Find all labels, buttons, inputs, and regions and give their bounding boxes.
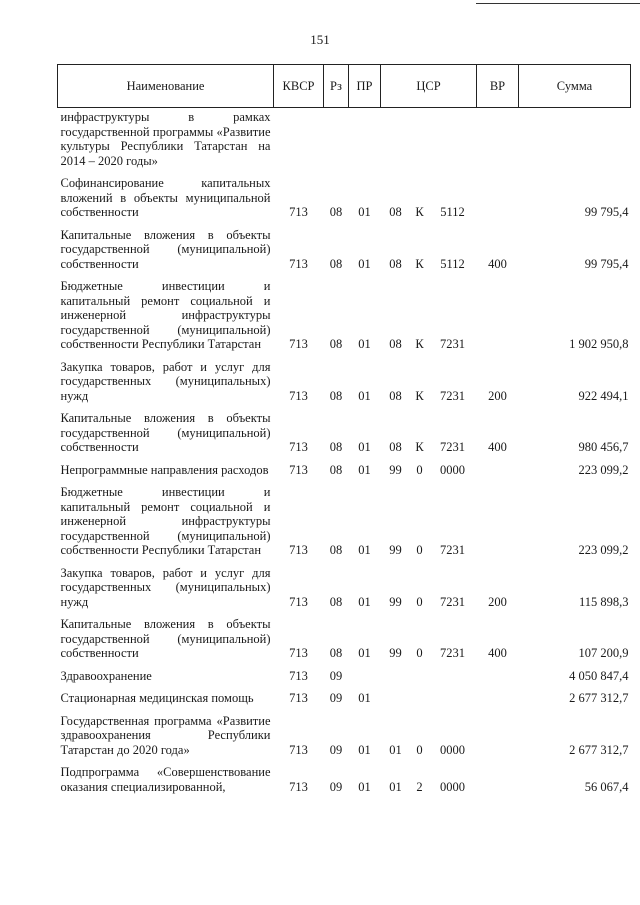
row-name: Капитальные вложения в объекты государственной (муниципальной) собственности <box>60 617 271 660</box>
row-sum: 4 050 847,4 <box>569 668 629 683</box>
row-csr <box>381 757 477 794</box>
header-kvsr: КВСР <box>274 65 324 108</box>
row-pr: 01 <box>358 462 371 477</box>
row-sum: 2 677 312,7 <box>569 691 629 705</box>
row-rz: 08 <box>329 462 343 477</box>
row-kvsr: 713 <box>289 205 308 219</box>
row-csr <box>381 706 477 758</box>
row-pr: 01 <box>358 691 371 705</box>
row-csr-part: 99 <box>389 594 402 609</box>
row-sum: 99 795,4 <box>584 205 629 219</box>
table-row <box>58 271 631 352</box>
row-kvsr: 713 <box>289 543 308 557</box>
row-csr-part: 5112 <box>440 205 465 219</box>
row-name: Капитальные вложения в объекты государственной (муниципальной) собственности <box>60 227 271 271</box>
row-vr <box>477 706 519 758</box>
row-kvsr: 713 <box>289 779 308 794</box>
row-name: Бюджетные инвестиции и капитальный ремонт социальной и инженерной инфраструктуры государственной (муниципальной) собственности Республики Татарстан <box>60 279 271 351</box>
row-name: Стационарная медицинская помощь <box>60 691 254 705</box>
row-csr-part: 99 <box>389 543 402 557</box>
row-csr-part: 99 <box>389 646 402 660</box>
row-rz: 08 <box>329 388 343 403</box>
row-csr-part: 0000 <box>440 462 465 477</box>
row-sum: 115 898,3 <box>578 594 629 609</box>
row-pr: 01 <box>358 388 371 403</box>
row-vr <box>477 661 519 684</box>
row-csr-part: 08 <box>389 205 402 219</box>
row-name: Подпрограмма «Совершенствование оказания специализированной, <box>60 765 271 794</box>
row-name: Государственная программа «Развитие здравоохранения Республики Татарстан до 2020 года» <box>60 713 271 757</box>
header-sum: Сумма <box>519 65 631 108</box>
row-rz: 09 <box>329 691 343 705</box>
row-csr <box>381 477 477 558</box>
table-row <box>58 220 631 272</box>
row-pr: 01 <box>358 779 371 794</box>
row-pr: 01 <box>358 742 371 757</box>
row-rz: 08 <box>329 337 343 351</box>
row-kvsr: 713 <box>289 256 308 271</box>
row-sum: 107 200,9 <box>578 646 629 660</box>
row-sum: 223 099,2 <box>578 543 629 557</box>
header-rz: Рз <box>324 65 349 108</box>
page-number: 151 <box>310 32 330 47</box>
row-sum: 56 067,4 <box>584 779 629 794</box>
row-csr-part: 7231 <box>440 543 465 557</box>
budget-table <box>57 64 631 794</box>
row-csr-part: 7231 <box>440 388 465 403</box>
row-csr-part: 7231 <box>440 594 465 609</box>
header-name: Наименование <box>58 65 274 108</box>
row-rz: 08 <box>329 646 343 660</box>
row-csr <box>381 403 477 455</box>
row-kvsr: 713 <box>289 668 308 683</box>
row-csr-part: 01 <box>389 779 402 794</box>
row-csr <box>381 108 477 169</box>
row-vr <box>477 108 519 169</box>
row-pr: 01 <box>358 440 371 454</box>
header-csr: ЦСР <box>381 65 477 108</box>
row-csr-part: К <box>415 337 424 351</box>
row-csr-part: К <box>415 440 424 454</box>
row-pr: 01 <box>358 594 371 609</box>
row-csr <box>381 271 477 352</box>
table-row <box>58 706 631 758</box>
row-csr-part: 0 <box>416 742 423 757</box>
header-pr: ПР <box>349 65 381 108</box>
row-csr-part: К <box>415 256 424 271</box>
table-row <box>58 108 631 169</box>
table-row <box>58 403 631 455</box>
table-row <box>58 609 631 661</box>
row-csr-part: 0 <box>416 543 423 557</box>
row-kvsr: 713 <box>289 462 308 477</box>
row-pr <box>349 661 381 684</box>
row-name: инфраструктуры в рамках государственной программы «Развитие культуры Республики Татарстан на 2014 – 2020 годы» <box>60 110 271 168</box>
row-csr <box>381 661 477 684</box>
row-rz: 09 <box>329 742 343 757</box>
row-csr <box>381 455 477 478</box>
row-pr: 01 <box>358 337 371 351</box>
row-rz <box>324 108 349 169</box>
row-kvsr: 713 <box>289 337 308 351</box>
row-csr <box>381 352 477 404</box>
table-row <box>58 558 631 610</box>
table-row <box>58 661 631 684</box>
row-vr: 400 <box>488 440 507 454</box>
row-csr-part: 0 <box>416 594 423 609</box>
top-rule <box>476 3 640 4</box>
row-pr <box>349 108 381 169</box>
row-kvsr <box>274 108 324 169</box>
row-csr-part: 99 <box>389 462 402 477</box>
row-csr-part: 08 <box>389 440 402 454</box>
row-name: Непрограммные направления расходов <box>60 462 269 477</box>
row-csr <box>381 683 477 706</box>
row-csr-part: 7231 <box>440 440 465 454</box>
row-sum: 922 494,1 <box>578 388 629 403</box>
row-pr: 01 <box>358 543 371 557</box>
table-row <box>58 455 631 478</box>
table-row <box>58 168 631 220</box>
row-rz: 08 <box>329 543 343 557</box>
row-csr-part: 08 <box>389 337 402 351</box>
row-csr <box>381 609 477 661</box>
row-csr-part: К <box>415 205 424 219</box>
row-sum: 980 456,7 <box>578 440 629 454</box>
row-sum: 2 677 312,7 <box>569 742 629 757</box>
row-vr <box>477 271 519 352</box>
row-pr: 01 <box>358 256 371 271</box>
row-pr: 01 <box>358 646 371 660</box>
row-vr <box>477 477 519 558</box>
row-name: Капитальные вложения в объекты государственной (муниципальной) собственности <box>60 411 271 454</box>
row-kvsr: 713 <box>289 440 308 454</box>
row-name: Софинансирование капитальных вложений в объекты муниципальной собственности <box>60 176 271 219</box>
table-row <box>58 683 631 706</box>
row-vr: 400 <box>488 256 507 271</box>
row-csr-part: 08 <box>389 388 402 403</box>
row-kvsr: 713 <box>289 594 308 609</box>
row-rz: 09 <box>329 779 343 794</box>
row-csr-part: 0 <box>416 462 423 477</box>
row-kvsr: 713 <box>289 646 308 660</box>
row-csr-part: 2 <box>416 779 423 794</box>
row-vr <box>477 455 519 478</box>
header-vr: ВР <box>477 65 519 108</box>
row-rz: 08 <box>329 205 343 219</box>
row-csr-part: 5112 <box>440 256 465 271</box>
row-csr-part: 0000 <box>440 742 465 757</box>
row-csr-part: 01 <box>389 742 402 757</box>
row-name: Бюджетные инвестиции и капитальный ремонт социальной и инженерной инфраструктуры государственной (муниципальной) собственности Республики Татарстан <box>60 485 271 557</box>
row-rz: 08 <box>329 594 343 609</box>
row-rz: 09 <box>329 668 343 683</box>
row-vr <box>477 683 519 706</box>
row-csr-part: 7231 <box>440 337 465 351</box>
row-csr-part: 0000 <box>440 779 465 794</box>
row-kvsr: 713 <box>289 691 308 705</box>
row-csr <box>381 220 477 272</box>
row-pr: 01 <box>358 205 371 219</box>
row-vr: 400 <box>488 646 507 660</box>
row-csr <box>381 168 477 220</box>
row-csr <box>381 558 477 610</box>
row-rz: 08 <box>329 440 343 454</box>
row-name: Закупка товаров, работ и услуг для государственных (муниципальных) нужд <box>60 565 271 609</box>
row-name: Закупка товаров, работ и услуг для государственных (муниципальных) нужд <box>60 359 271 403</box>
row-vr <box>477 168 519 220</box>
row-csr-part: К <box>415 388 424 403</box>
table-header-row <box>58 65 631 108</box>
row-rz: 08 <box>329 256 343 271</box>
row-kvsr: 713 <box>289 742 308 757</box>
row-kvsr: 713 <box>289 388 308 403</box>
table-row <box>58 757 631 794</box>
row-vr: 200 <box>488 594 507 609</box>
table-row <box>58 477 631 558</box>
row-vr <box>477 757 519 794</box>
row-csr-part: 7231 <box>440 646 465 660</box>
row-sum: 1 902 950,8 <box>569 337 629 351</box>
row-csr-part: 0 <box>416 646 423 660</box>
row-sum <box>519 108 631 169</box>
row-vr: 200 <box>488 388 507 403</box>
row-name: Здравоохранение <box>60 668 152 683</box>
row-csr-part: 08 <box>389 256 402 271</box>
table-row <box>58 352 631 404</box>
row-sum: 99 795,4 <box>584 256 629 271</box>
row-sum: 223 099,2 <box>578 462 629 477</box>
